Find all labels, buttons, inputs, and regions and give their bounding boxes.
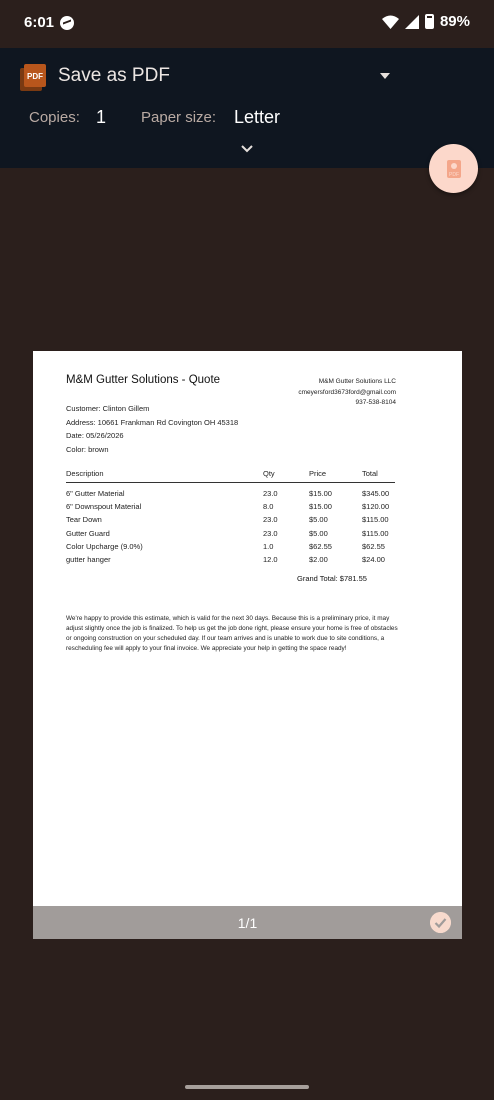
customer-info [66, 402, 238, 456]
battery-icon [425, 14, 434, 29]
company-info [298, 377, 396, 409]
svg-text:PDF: PDF [448, 171, 459, 178]
table-row [66, 527, 395, 540]
table-row [66, 513, 395, 526]
table-cell: gutter hanger [66, 554, 111, 564]
column-header: Description [66, 469, 104, 478]
table-cell: 1.0 [263, 541, 274, 551]
table-row [66, 487, 395, 500]
quote-date: Date: 05/26/2026 [66, 431, 124, 440]
table-cell: $345.00 [362, 489, 390, 498]
copies-input[interactable]: 1 [96, 107, 107, 127]
table-row [66, 553, 395, 566]
printer-select[interactable]: Save as PDF [58, 65, 170, 86]
table-cell: $15.00 [309, 489, 332, 498]
table-cell: $62.55 [362, 541, 385, 551]
table-cell: $120.00 [362, 502, 390, 512]
page-footer [33, 906, 462, 939]
signal-icon [405, 15, 419, 29]
check-circle-icon[interactable] [430, 912, 451, 933]
table-cell: $115.00 [362, 515, 389, 525]
table-cell: Gutter Guard [66, 528, 110, 538]
grand-total: Grand Total: $781.55 [297, 574, 367, 583]
company-email: cmeyersford3673ford@gmail.com [298, 388, 396, 396]
table-cell: Color Upcharge (9.0%) [66, 541, 143, 551]
column-header: Qty [263, 469, 275, 478]
expand-options-icon[interactable] [240, 144, 254, 154]
customer-color: Color: brown [66, 444, 109, 454]
table-cell: 23.0 [263, 528, 278, 538]
messenger-notification-icon [60, 16, 74, 30]
table-cell: $2.00 [309, 554, 328, 564]
company-phone: 937-538-8104 [355, 399, 396, 407]
table-cell: $24.00 [362, 554, 385, 564]
paper-size-label: Paper size: [141, 109, 217, 126]
status-bar [0, 0, 494, 48]
table-cell: $115.00 [362, 528, 389, 538]
gesture-nav-handle[interactable] [185, 1085, 309, 1089]
table-cell: 23.0 [263, 489, 278, 498]
wifi-icon [382, 15, 399, 29]
table-row [66, 540, 395, 553]
page-counter: 1/1 [237, 915, 258, 931]
status-indicators [382, 13, 470, 30]
page-preview[interactable] [33, 351, 462, 939]
print-options-header [0, 48, 494, 168]
paper-size-select[interactable]: Letter [234, 107, 281, 127]
table-cell: $62.55 [309, 541, 332, 551]
svg-text:PDF: PDF [27, 72, 43, 81]
table-cell: $5.00 [309, 528, 328, 538]
save-pdf-button[interactable] [429, 144, 478, 193]
status-time: 6:01 [24, 14, 55, 31]
column-header: Price [309, 469, 327, 478]
chevron-down-icon[interactable] [380, 73, 390, 79]
save-pdf-icon [443, 158, 465, 180]
quote-title: M&M Gutter Solutions - Quote [66, 374, 221, 386]
items-table [66, 467, 395, 566]
column-header: Total [362, 469, 378, 478]
table-cell: 6" Downspout Material [66, 502, 142, 512]
table-cell: 8.0 [263, 502, 274, 512]
table-cell: Tear Down [66, 515, 102, 525]
table-cell: $5.00 [309, 515, 328, 525]
table-row [66, 500, 395, 513]
table-header [66, 467, 395, 483]
estimate-note: We're happy to provide this estimate, which is valid for the next 30 days. Because this is a preliminary price, it may adjust slightly once the job is finalized. To help us get the job done right, please ensure your home is free of obstacles or ongoing construction on your scheduled day. If our team arrives and is unable to work due to site conditions, a rescheduling fee will apply to your final invoice. We appreciate your help in getting the space ready! [66, 615, 398, 653]
table-cell: $15.00 [309, 502, 332, 512]
company-name: M&M Gutter Solutions LLC [318, 378, 396, 385]
table-body [66, 487, 395, 566]
table-cell: 6" Gutter Material [66, 489, 125, 498]
table-cell: 23.0 [263, 515, 278, 525]
customer-address: Address: 10661 Frankman Rd Covington OH 45318 [66, 417, 239, 427]
customer-name: Customer: Clinton Gillem [66, 404, 150, 413]
pdf-file-icon [18, 63, 48, 93]
copies-label: Copies: [29, 109, 80, 126]
battery-percent: 89% [439, 13, 470, 30]
table-cell: 12.0 [263, 554, 278, 564]
